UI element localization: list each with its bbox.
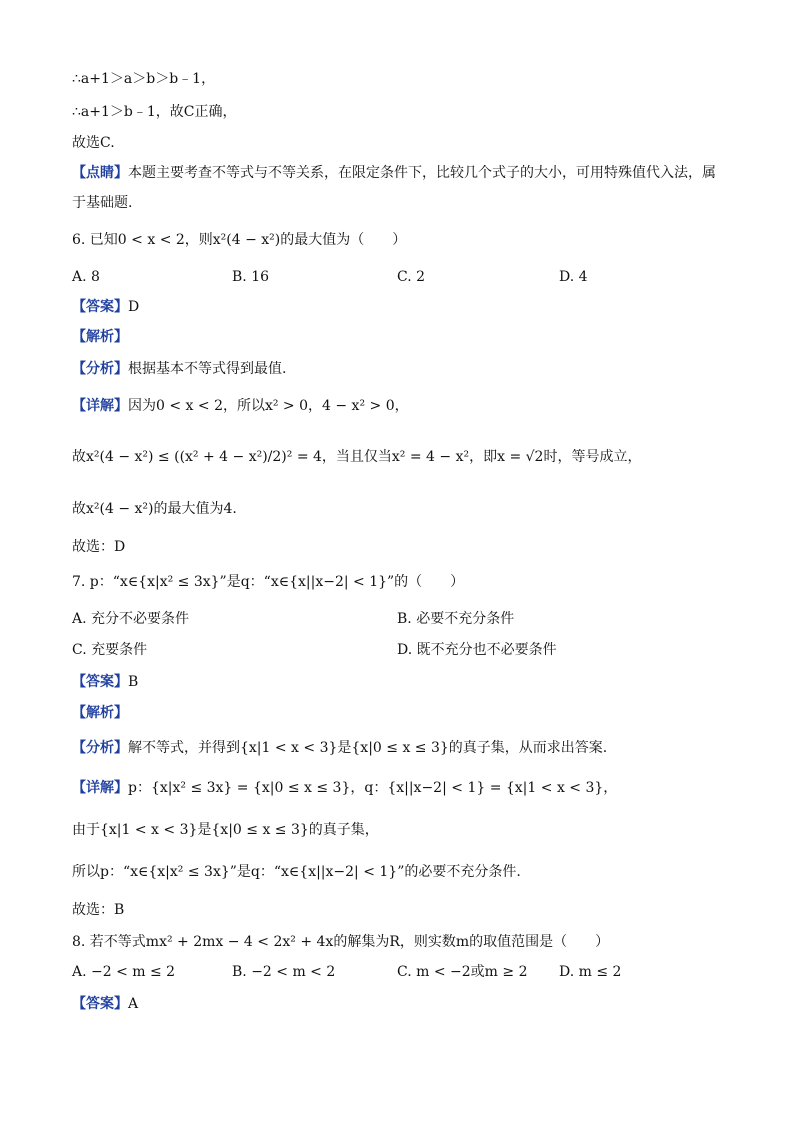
option-b: B. 必要不充分条件 — [397, 611, 515, 627]
section-tag: 【详解】 — [72, 780, 128, 796]
analysis-heading — [72, 328, 128, 346]
text-line: 故选C. — [72, 135, 115, 151]
text-line: ∴a+1＞b﹣1，故C正确， — [72, 104, 237, 120]
commentary-line: 【点睛】本题主要考查不等式与不等关系，在限定条件下，比较几个式子的大小，可用特殊值代入法，属 — [72, 165, 716, 181]
section-tag: 【答案】 — [72, 299, 128, 315]
section-tag: 【答案】 — [72, 674, 128, 690]
analysis-line: 【分析】解不等式，并得到{x|1 < x < 3}是{x|0 ≤ x ≤ 3}的真子集，从而求出答案. — [72, 740, 608, 756]
section-tag: 【解析】 — [72, 329, 128, 345]
section-tag: 【点睛】 — [72, 165, 128, 181]
analysis-heading — [72, 704, 128, 722]
option-b: B. 16 — [232, 269, 270, 285]
question-6: 6. 已知0 < x < 2，则x²(4 − x²)的最大值为（ ） — [72, 232, 407, 248]
option-a: A. 8 — [72, 269, 100, 285]
section-tag: 【答案】 — [72, 996, 128, 1012]
text-line: 所以p：“x∈{x|x² ≤ 3x}”是q：“x∈{x||x−2| < 1}”的必要不充分条件. — [72, 864, 521, 880]
section-tag: 【详解】 — [72, 398, 128, 414]
option-a: A. 充分不必要条件 — [72, 611, 190, 627]
text-line: 故x²(4 − x²)的最大值为4. — [72, 501, 237, 517]
text-line: ∴a+1＞a＞b＞b﹣1， — [72, 71, 216, 87]
option-a: A. −2 < m ≤ 2 — [72, 964, 176, 980]
section-tag: 【分析】 — [72, 740, 128, 756]
option-d: D. 4 — [559, 269, 588, 285]
detail-line: 【详解】p：{x|x² ≤ 3x} = {x|0 ≤ x ≤ 3}，q：{x||x−2| < 1} = {x|1 < x < 3}， — [72, 780, 618, 796]
text-line: 故选：B — [72, 902, 125, 918]
option-b: B. −2 < m < 2 — [232, 964, 336, 980]
option-d: D. 既不充分也不必要条件 — [397, 642, 557, 658]
option-c: C. 2 — [397, 269, 426, 285]
analysis-line: 【分析】根据基本不等式得到最值. — [72, 361, 287, 377]
option-c: C. 充要条件 — [72, 642, 148, 658]
answer-line: 【答案】B — [72, 674, 139, 690]
detail-line: 【详解】因为0 < x < 2，所以x² > 0，4 − x² > 0， — [72, 398, 409, 414]
answer-line: 【答案】A — [72, 996, 139, 1012]
question-7: 7. p：“x∈{x|x² ≤ 3x}”是q：“x∈{x||x−2| < 1}”的（ ） — [72, 574, 465, 590]
text-line: 由于{x|1 < x < 3}是{x|0 ≤ x ≤ 3}的真子集， — [72, 822, 379, 838]
derivation-line: 故x²(4 − x²) ≤ ((x² + 4 − x²)/2)² = 4，当且仅当x² = 4 − x²，即x = √2时，等号成立， — [72, 449, 642, 465]
option-c: C. m < −2或m ≥ 2 — [397, 964, 528, 980]
text-line: 故选：D — [72, 539, 126, 555]
section-tag: 【分析】 — [72, 361, 128, 377]
question-8: 8. 若不等式mx² + 2mx − 4 < 2x² + 4x的解集为R，则实数m的取值范围是（ ） — [72, 934, 610, 950]
answer-line: 【答案】D — [72, 299, 140, 315]
section-tag: 【解析】 — [72, 705, 128, 721]
option-d: D. m ≤ 2 — [559, 964, 622, 980]
text-line: 于基础题. — [72, 195, 133, 211]
